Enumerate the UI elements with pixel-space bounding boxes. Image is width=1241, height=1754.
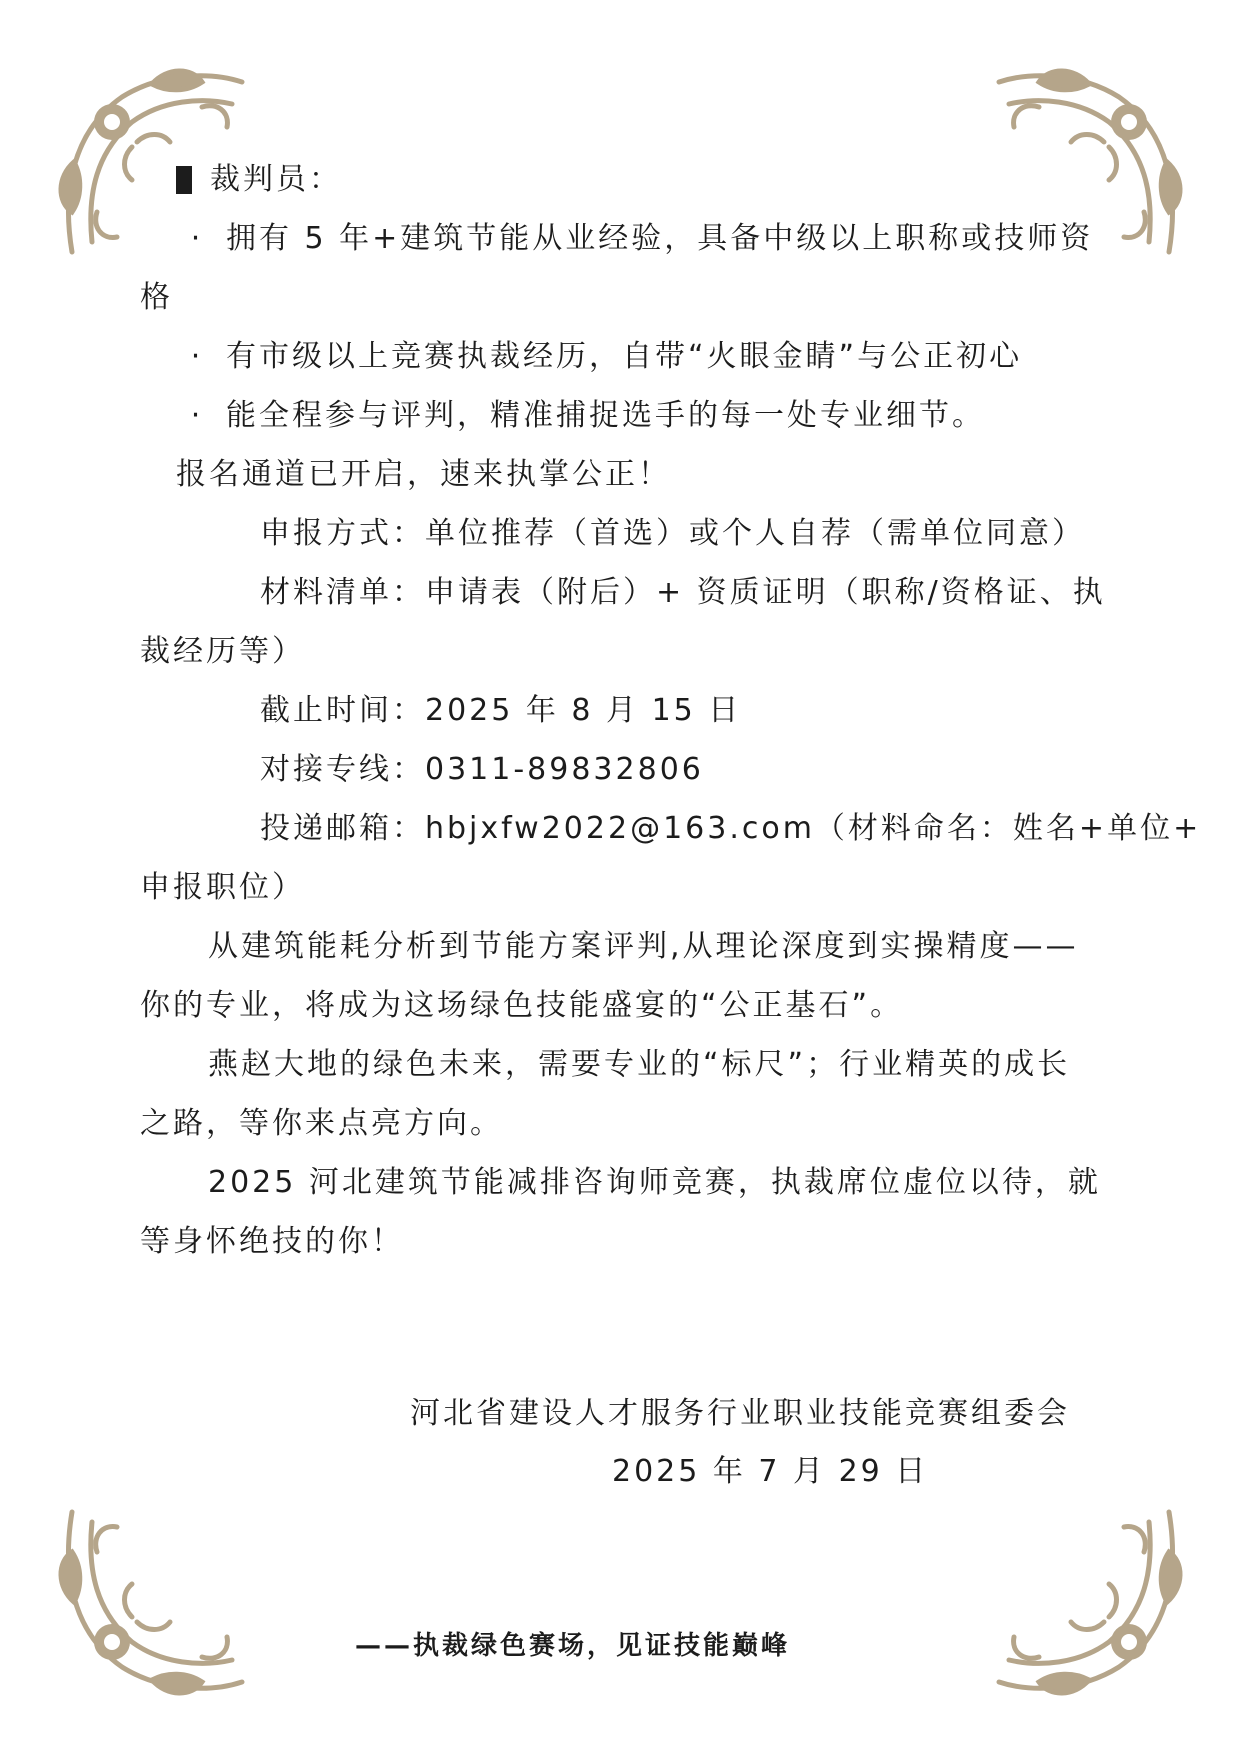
paragraph-line: 等身怀绝技的你！ <box>140 1224 404 1259</box>
application-method: 申报方式：单位推荐（首选）或个人自荐（需单位同意） <box>260 516 1085 551</box>
bullet-dot-icon: · <box>190 398 204 433</box>
signature-date: 2025 年 7 月 29 日 <box>612 1454 929 1489</box>
ornamental-corner-icon <box>52 1502 252 1702</box>
ornamental-corner-icon <box>989 1502 1189 1702</box>
list-item <box>140 327 1100 386</box>
materials-list: 材料清单：申请表（附后）+ 资质证明（职称/资格证、执 <box>260 575 1106 610</box>
paragraph-line: 从建筑能耗分析到节能方案评判,从理论深度到实操精度—— <box>208 929 1079 964</box>
deadline: 截止时间：2025 年 8 月 15 日 <box>260 693 742 728</box>
signature-block <box>410 1385 1090 1501</box>
referee-heading-text: 裁判员： <box>210 162 342 197</box>
slogan: ——执裁绿色赛场，见证技能巅峰 <box>355 1631 791 1661</box>
square-bullet-icon <box>176 166 192 194</box>
list-item-text: 有市级以上竞赛执裁经历，自带“火眼金睛”与公正初心 <box>226 339 1023 374</box>
bullet-dot-icon: · <box>190 221 204 256</box>
list-item-continuation: 格 <box>140 280 173 315</box>
paragraph-line: 2025 河北建筑节能减排咨询师竞赛，执裁席位虚位以待，就 <box>208 1165 1101 1200</box>
signature-organization: 河北省建设人才服务行业职业技能竞赛组委会 <box>410 1396 1070 1431</box>
registration-open-text: 报名通道已开启，速来执掌公正！ <box>176 457 671 492</box>
list-item <box>140 386 1100 445</box>
referee-heading <box>140 150 1100 209</box>
paragraph-line: 你的专业，将成为这场绿色技能盛宴的“公正基石”。 <box>140 988 904 1023</box>
bullet-dot-icon: · <box>190 339 204 374</box>
document-body <box>140 150 1202 1271</box>
list-item-text: 拥有 5 年+建筑节能从业经验，具备中级以上职称或技师资 <box>226 221 1094 256</box>
list-item-text: 能全程参与评判，精准捕捉选手的每一处专业细节。 <box>226 398 985 433</box>
hotline: 对接专线：0311-89832806 <box>260 752 704 787</box>
paragraph-line: 之路，等你来点亮方向。 <box>140 1106 503 1141</box>
submission-email-continuation: 申报职位） <box>140 870 305 905</box>
submission-email: 投递邮箱：hbjxfw2022@163.com（材料命名：姓名+单位+ <box>260 811 1202 846</box>
materials-list-continuation: 裁经历等） <box>140 634 305 669</box>
paragraph-line: 燕赵大地的绿色未来，需要专业的“标尺”；行业精英的成长 <box>208 1047 1071 1082</box>
list-item <box>140 209 1100 268</box>
